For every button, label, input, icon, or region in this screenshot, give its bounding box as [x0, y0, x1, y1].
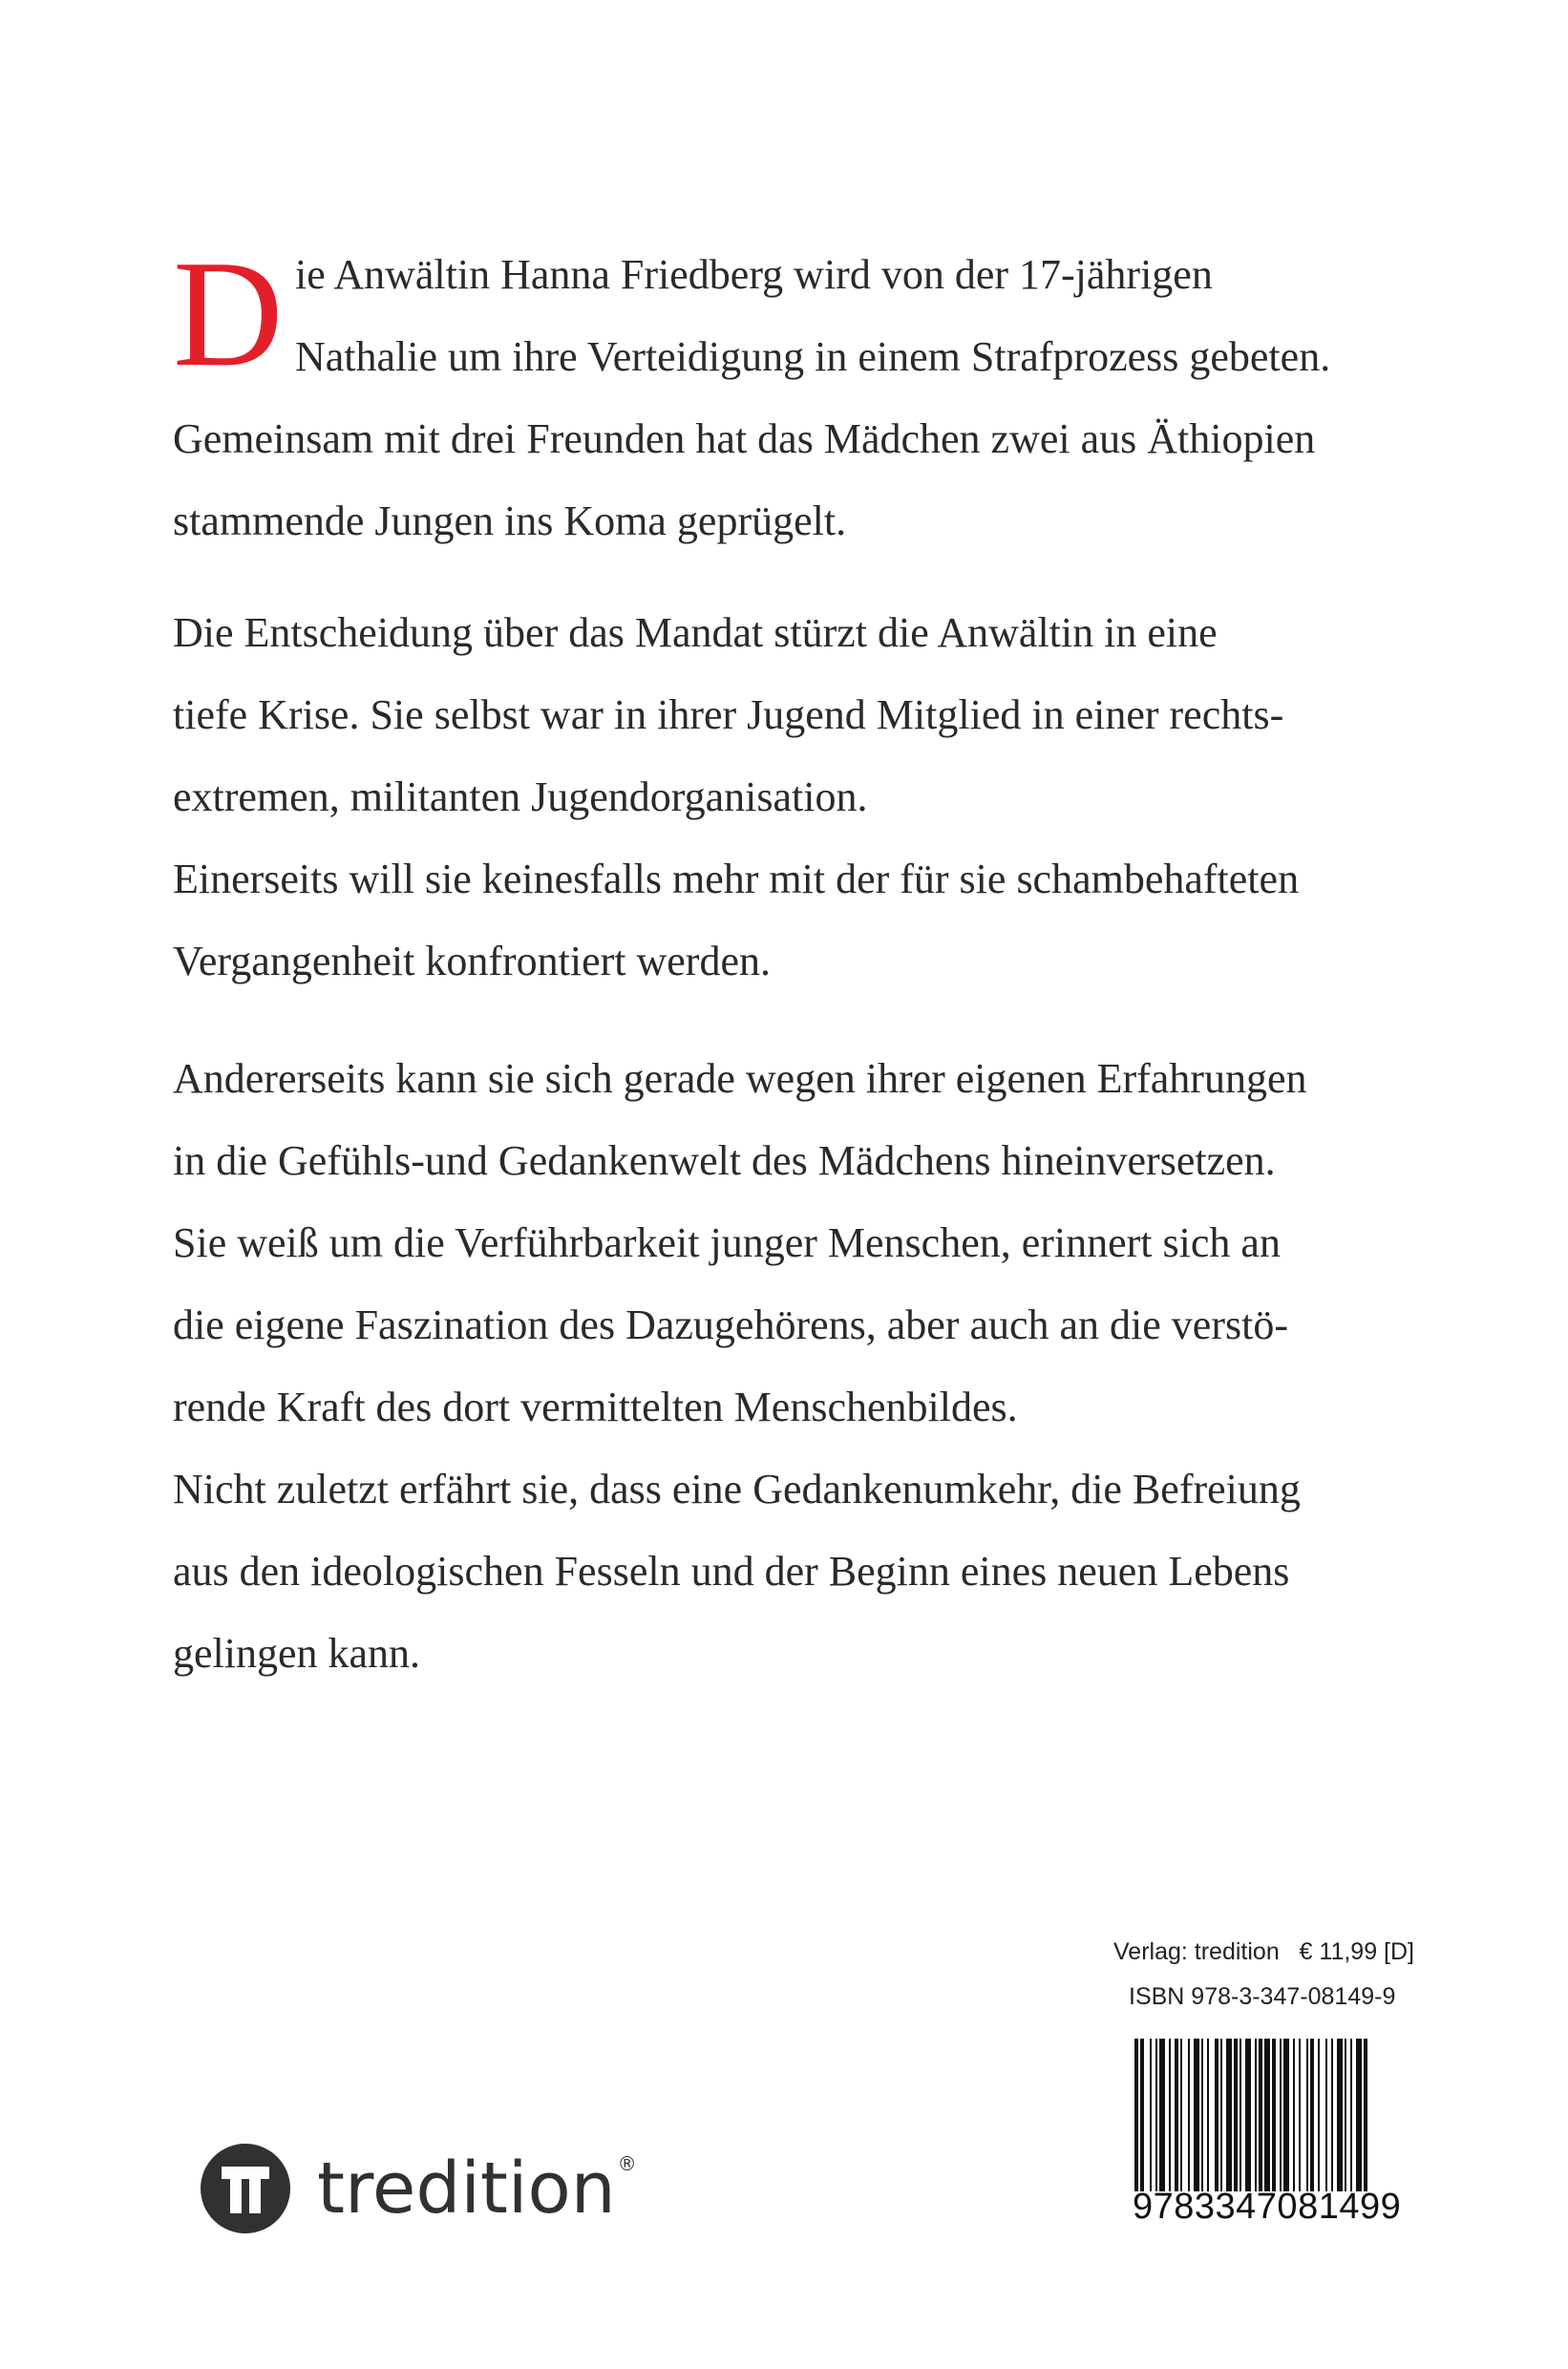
- tredition-logo-icon: [201, 2144, 290, 2233]
- barcode-bar: [1350, 2039, 1352, 2191]
- publisher-price-line: Verlag: tredition € 11,99 [D]: [1113, 1938, 1415, 1965]
- barcode-bar: [1134, 2039, 1138, 2191]
- barcode-bar: [1310, 2039, 1314, 2191]
- barcode-bar: [1175, 2039, 1178, 2191]
- barcode-bar: [1345, 2039, 1346, 2191]
- barcode-bar: [1364, 2039, 1367, 2191]
- barcode-bar: [1299, 2039, 1301, 2191]
- barcode-bar: [1240, 2039, 1241, 2191]
- blurb-line: Sie weiß um die Verführbarkeit junger Menschen, erinnert sich an: [173, 1219, 1281, 1266]
- barcode-bar: [1331, 2039, 1333, 2191]
- barcode-bar: [1226, 2039, 1232, 2191]
- blurb-line: rende Kraft des dort vermittelten Menschenbildes.: [173, 1384, 1018, 1430]
- barcode-bar: [1201, 2039, 1203, 2191]
- blurb-line: aus den ideologischen Fesseln und der Beginn eines neuen Lebens: [173, 1548, 1290, 1595]
- barcode-bar: [1272, 2039, 1276, 2191]
- barcode-bar: [1325, 2039, 1327, 2191]
- barcode-bar: [1283, 2039, 1289, 2191]
- registered-mark: ®: [617, 2152, 637, 2176]
- barcode-bar: [1155, 2039, 1157, 2191]
- barcode-bar: [1318, 2039, 1320, 2191]
- barcode-bar: [1293, 2039, 1295, 2191]
- barcode-bar: [1180, 2039, 1182, 2191]
- blurb-line: Nicht zuletzt erfährt sie, dass eine Gedankenumkehr, die Befreiung: [173, 1466, 1301, 1512]
- blurb-line: ie Anwältin Hanna Friedberg wird von der 17-jährigen: [295, 251, 1213, 298]
- barcode-bar: [1245, 2039, 1251, 2191]
- barcode-bar: [1220, 2039, 1222, 2191]
- barcode-bar: [1169, 2039, 1171, 2191]
- logo-wordmark: tredition: [317, 2147, 616, 2230]
- barcode-bar: [1280, 2039, 1282, 2191]
- barcode-bar: [1194, 2039, 1199, 2191]
- blurb-line: Andererseits kann sie sich gerade wegen ihrer eigenen Erfahrungen: [173, 1055, 1307, 1102]
- blurb-line: Nathalie um ihre Verteidigung in einem Strafprozess gebeten.: [295, 333, 1331, 380]
- barcode-bar: [1150, 2039, 1152, 2191]
- drop-cap: D: [173, 228, 284, 398]
- barcode: [1133, 2039, 1400, 2191]
- blurb-line: Vergangenheit konfrontiert werden.: [173, 938, 771, 984]
- barcode-bar: [1259, 2039, 1262, 2191]
- barcode-bar: [1337, 2039, 1343, 2191]
- blurb-line: Gemeinsam mit drei Freunden hat das Mädchen zwei aus Äthiopien: [173, 415, 1316, 462]
- barcode-bar: [1215, 2039, 1218, 2191]
- barcode-bar: [1140, 2039, 1144, 2191]
- tredition-logo: [201, 2141, 637, 2236]
- isbn-line: ISBN 978-3-347-08149-9: [1129, 1983, 1396, 2010]
- barcode-digits: 9783347081499: [1133, 2187, 1402, 2227]
- blurb-line: in die Gefühls-und Gedankenwelt des Mädchens hineinversetzen.: [173, 1137, 1276, 1184]
- blurb-line: stammende Jungen ins Koma geprügelt.: [173, 497, 847, 544]
- blurb-line: Die Entscheidung über das Mandat stürzt die Anwältin in eine: [173, 609, 1218, 656]
- barcode-bar: [1188, 2039, 1190, 2191]
- barcode-bar: [1234, 2039, 1238, 2191]
- blurb-line: die eigene Faszination des Dazugehörens, aber auch an die verstö-: [173, 1301, 1288, 1348]
- barcode-bar: [1255, 2039, 1257, 2191]
- barcode-bar: [1207, 2039, 1209, 2191]
- blurb-line: Einerseits will sie keinesfalls mehr mit der für sie schambehafteten: [173, 856, 1300, 902]
- barcode-bar: [1356, 2039, 1362, 2191]
- tredition-logo-text: [317, 2147, 637, 2230]
- blurb-line: tiefe Krise. Sie selbst war in ihrer Jugend Mitglied in einer rechts-: [173, 691, 1284, 738]
- barcode-bar: [1306, 2039, 1308, 2191]
- barcode-bar: [1264, 2039, 1270, 2191]
- blurb-line: extremen, militanten Jugendorganisation.: [173, 773, 868, 820]
- barcode-bar: [1159, 2039, 1165, 2191]
- blurb-line: gelingen kann.: [173, 1630, 421, 1677]
